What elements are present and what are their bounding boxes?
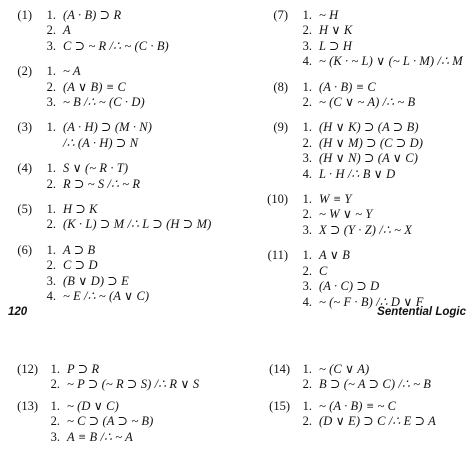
premise-line [40,217,256,232]
formula-text: (H ∨ M) ⊃ (C ⊃ D) [319,135,424,150]
exercise-problem [6,64,256,110]
premise-list [296,192,472,238]
exercise-problem [262,80,472,111]
problem-number: (10) [267,192,288,207]
premise-line [44,362,258,377]
line-number: 1. [302,120,312,135]
line-number: 2. [50,414,60,429]
formula-text: ~ A [63,64,81,79]
line-number: 3. [302,38,312,53]
premise-line [296,279,472,294]
premise-line [40,243,256,258]
problem-number: (1) [17,8,32,22]
line-number: 2. [46,79,56,94]
premise-line [296,23,472,38]
problems-right-column [262,8,472,320]
line-number: 2. [46,23,56,38]
page-number: 120 [8,306,28,318]
premise-list [296,362,470,393]
line-number: 1. [46,161,56,176]
line-number: 1. [302,192,312,207]
line-number: 1. [302,362,312,376]
line-number: 2. [302,135,312,150]
exercise-problem [8,399,258,445]
line-number: 2. [302,377,312,392]
formula-text: (H ∨ N) ⊃ (A ∨ C) [319,151,418,166]
premise-line [40,177,256,192]
formula-text: A [63,23,71,38]
formula-text: (A · C) ⊃ D [319,279,380,294]
formula-text: A ≡ B /∴ ~ A [67,429,133,444]
formula-text: ~ (C ∨ ~ A) /∴ ~ B [319,95,416,110]
formula-text: (A · H) ⊃ (M · N) [63,120,153,135]
formula-text: (K · L) ⊃ M /∴ L ⊃ (H ⊃ M) [63,217,212,232]
formula-text: (H ∨ K) ⊃ (A ⊃ B) [319,120,419,135]
formula-text: /∴ (A · H) ⊃ N [63,135,139,150]
line-number: 4. [302,166,312,181]
line-number: 2. [46,176,56,191]
premise-line [296,80,472,95]
formula-text: ~ (C ∨ A) [319,362,370,376]
running-head: Sentential Logic [377,306,466,318]
premise-line [296,362,470,377]
problem-number: (15) [269,398,290,413]
exercise-problem [262,120,472,182]
line-number: 1. [46,8,56,22]
premise-list [40,161,256,192]
premise-line [40,258,256,273]
exercise-problem [8,362,258,393]
problem-number: (11) [267,248,288,263]
line-number: 3. [46,95,56,110]
line-number: 1. [302,248,312,263]
formula-text: ~ H [319,8,339,22]
problem-number: (12) [17,362,38,376]
line-number: 2. [46,258,56,273]
exercise-problem [6,161,256,192]
formula-text: ~ (D ∨ C) [67,398,119,413]
formula-text: (A · B) ≡ C [319,79,376,94]
premise-line [40,161,256,176]
premise-line [44,377,258,392]
formula-text: ~ W ∨ ~ Y [319,207,373,222]
premise-line [296,223,472,238]
exercise-problem [262,248,472,310]
line-number: 2. [302,95,312,110]
premise-list [296,399,470,430]
premise-line [40,120,256,135]
formula-text: (D ∨ E) ⊃ C /∴ E ⊃ A [319,414,436,429]
problem-number: (2) [17,64,32,79]
formula-text: A ⊃ B [63,242,96,257]
exercise-problem [262,8,472,70]
premise-line [296,414,470,429]
premise-line [296,248,472,263]
line-number: 2. [50,377,60,392]
problem-number: (9) [273,120,288,135]
premise-list [40,120,256,151]
premise-line [296,8,472,23]
premise-line [40,8,256,23]
formula-text: ~ (A · B) ≡ ~ C [319,398,397,413]
exercise-problem [260,362,470,393]
formula-text: A ∨ B [319,248,350,263]
line-number: 3. [302,279,312,294]
formula-text: B ⊃ (~ A ⊃ C) /∴ ~ B [319,377,432,392]
exercise-problem [6,8,256,54]
formula-text: X ⊃ (Y · Z) /∴ ~ X [319,222,412,237]
formula-text: ~ P ⊃ (~ R ⊃ S) /∴ R ∨ S [67,377,200,392]
formula-text: ~ B /∴ ~ (C · D) [63,95,145,110]
premise-line [44,414,258,429]
problem-number: (6) [17,242,32,257]
line-number: 1. [46,202,56,217]
premise-line [44,430,258,445]
formula-text: H ∨ K [319,23,353,38]
formula-text: ~ (K · ~ L) ∨ (~ L · M) /∴ M [319,54,463,69]
premise-line [296,95,472,110]
formula-text: L ⊃ H [319,38,352,53]
exercise-problem [6,120,256,151]
premise-line [40,274,256,289]
problems-bottom-left [8,362,258,451]
formula-text: P ⊃ R [67,362,100,376]
formula-text: S ∨ (~ R · T) [63,161,129,176]
premise-line [44,399,258,414]
premise-line [296,39,472,54]
premise-list [296,80,472,111]
premise-list [40,202,256,233]
premise-line [296,167,472,182]
line-number: 4. [302,294,312,309]
formula-text: W ≡ Y [319,192,352,207]
formula-text: L · H /∴ B ∨ D [319,166,396,181]
formula-text: C [319,263,328,278]
exercise-problem [262,192,472,238]
problem-number: (14) [269,362,290,376]
premise-line [296,151,472,166]
line-number: 3. [50,429,60,444]
line-number: 1. [46,64,56,79]
line-number: 1. [302,79,312,94]
problem-number: (13) [17,398,38,413]
line-number: 3. [46,273,56,288]
line-number: 2. [302,23,312,38]
premise-line [296,377,470,392]
line-number: 1. [46,120,56,135]
premise-list [44,362,258,393]
line-number: 2. [302,263,312,278]
formula-text: R ⊃ ~ S /∴ ~ R [63,176,141,191]
premise-line [40,95,256,110]
problem-number: (3) [17,120,32,135]
line-number: 3. [302,151,312,166]
problems-bottom-right [260,362,470,436]
premise-line [40,80,256,95]
premise-line [296,264,472,279]
premise-line [296,120,472,135]
premise-list [296,8,472,70]
premise-list [296,120,472,182]
problem-number: (5) [17,202,32,217]
formula-text: (A ∨ B) ≡ C [63,79,126,94]
line-number: 3. [302,222,312,237]
premise-line [296,192,472,207]
premise-list [296,248,472,310]
page-break-header [0,306,474,324]
problem-number: (4) [17,161,32,176]
premise-line [296,136,472,151]
premise-list [40,8,256,54]
line-number: 4. [302,54,312,69]
formula-text: H ⊃ K [63,202,98,217]
line-number: 2. [302,414,312,429]
premise-list [40,243,256,305]
premise-list [40,64,256,110]
exercise-problem [260,399,470,430]
formula-text: (A · B) ⊃ R [63,8,122,22]
exercise-problem [6,202,256,233]
line-number: 1. [302,398,312,413]
premise-line [40,39,256,54]
premise-line [296,399,470,414]
formula-text: ~ (~ F · B) /∴ D ∨ F [319,294,424,309]
premise-line [40,23,256,38]
formula-text: (B ∨ D) ⊃ E [63,273,129,288]
line-number: 1. [302,8,312,22]
exercise-problem [6,243,256,305]
premise-line [40,289,256,304]
line-number: 2. [302,207,312,222]
problems-left-column [6,8,256,315]
formula-text: C ⊃ D [63,258,98,273]
problem-number: (7) [273,8,288,22]
premise-line [40,136,256,151]
formula-text: ~ C ⊃ (A ⊃ ~ B) [67,414,154,429]
line-number: 1. [50,362,60,376]
problem-number: (8) [273,79,288,94]
formula-text: C ⊃ ~ R /∴ ~ (C · B) [63,38,169,53]
line-number: 1. [50,398,60,413]
premise-list [44,399,258,445]
line-number: 3. [46,38,56,53]
premise-line [296,54,472,69]
line-number: 4. [46,289,56,304]
premise-line [296,207,472,222]
premise-line [40,202,256,217]
line-number: 1. [46,242,56,257]
line-number [40,136,56,151]
line-number: 2. [46,217,56,232]
formula-text: ~ E /∴ ~ (A ∨ C) [63,289,150,304]
premise-line [40,64,256,79]
